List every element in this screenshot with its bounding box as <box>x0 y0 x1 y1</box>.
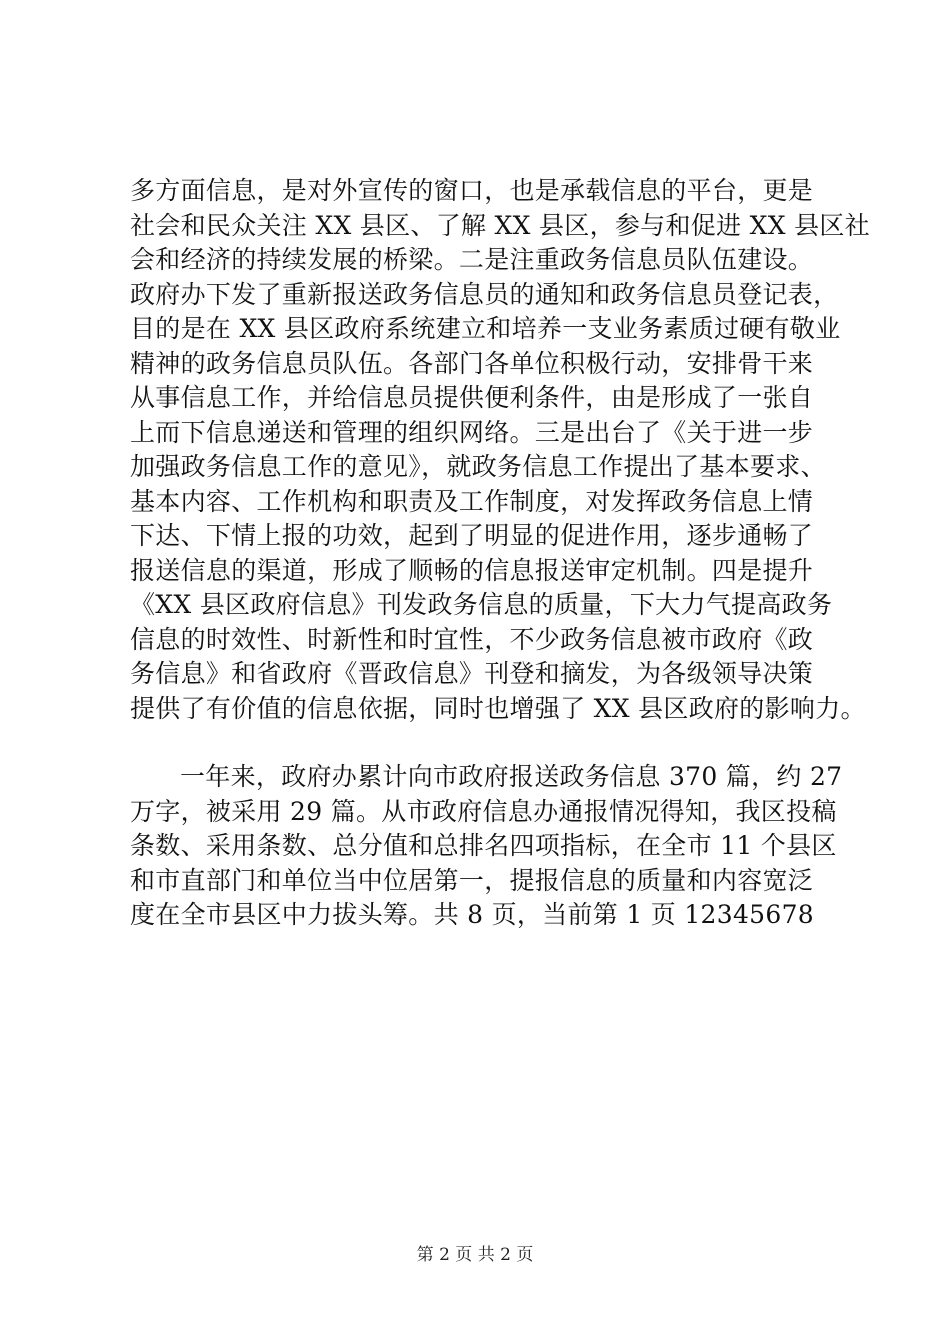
text-line: 务信息》和省政府《晋政信息》刊登和摘发，为各级领导决策 <box>130 659 814 688</box>
text-line: 《XX 县区政府信息》刊发政务信息的质量，下大力气提高政务 <box>130 590 833 619</box>
text-line: 社会和民众关注 XX 县区、了解 XX 县区，参与和促进 XX 县区社 <box>130 210 870 240</box>
paragraph-spacer <box>130 726 830 760</box>
text-line: 条数、采用条数、总分值和总排名四项指标，在全市 11 个县区 <box>130 831 837 860</box>
text-line: 会和经济的持续发展的桥梁。二是注重政务信息员队伍建设。 <box>130 245 814 274</box>
text-line: 信息的时效性、时新性和时宜性，不少政务信息被市政府《政 <box>130 624 814 654</box>
text-line: 目的是在 XX 县区政府系统建立和培养一支业务素质过硬有敬业 <box>130 314 841 343</box>
text-line: 精神的政务信息员队伍。各部门各单位积极行动，安排骨干来 <box>130 348 814 378</box>
text-line: 多方面信息，是对外宣传的窗口，也是承载信息的平台，更是 <box>130 176 814 205</box>
text-line: 万字，被采用 29 篇。从市政府信息办通报情况得知，我区投稿 <box>130 796 837 826</box>
text-line: 政府办下发了重新报送政务信息员的通知和政务信息员登记表， <box>130 279 839 309</box>
text-line: 下达、下情上报的功效，起到了明显的促进作用，逐步通畅了 <box>130 521 814 550</box>
paragraph-1 <box>130 174 870 726</box>
text-line: 报送信息的渠道，形成了顺畅的信息报送审定机制。四是提升 <box>130 555 814 585</box>
text-line: 加强政务信息工作的意见》，就政务信息工作提出了基本要求、 <box>130 452 826 481</box>
text-line: 一年来，政府办累计向市政府报送政务信息 370 篇，约 27 <box>180 762 843 791</box>
paragraph-2 <box>130 760 843 933</box>
document-body <box>130 174 870 933</box>
text-line: 和市直部门和单位当中位居第一，提报信息的质量和内容宽泛 <box>130 865 814 895</box>
text-line: 提供了有价值的信息依据，同时也增强了 XX 县区政府的影响力。 <box>130 693 866 723</box>
text-line: 度在全市县区中力拔头筹。共 8 页，当前第 1 页 12345678 <box>130 900 814 929</box>
text-line: 从事信息工作，并给信息员提供便利条件，由是形成了一张自 <box>130 383 814 412</box>
text-line: 上而下信息递送和管理的组织网络。三是出台了《关于进一步 <box>130 417 814 447</box>
text-line: 基本内容、工作机构和职责及工作制度，对发挥政务信息上情 <box>130 486 814 516</box>
page-footer: 第 2 页 共 2 页 <box>416 1245 534 1265</box>
